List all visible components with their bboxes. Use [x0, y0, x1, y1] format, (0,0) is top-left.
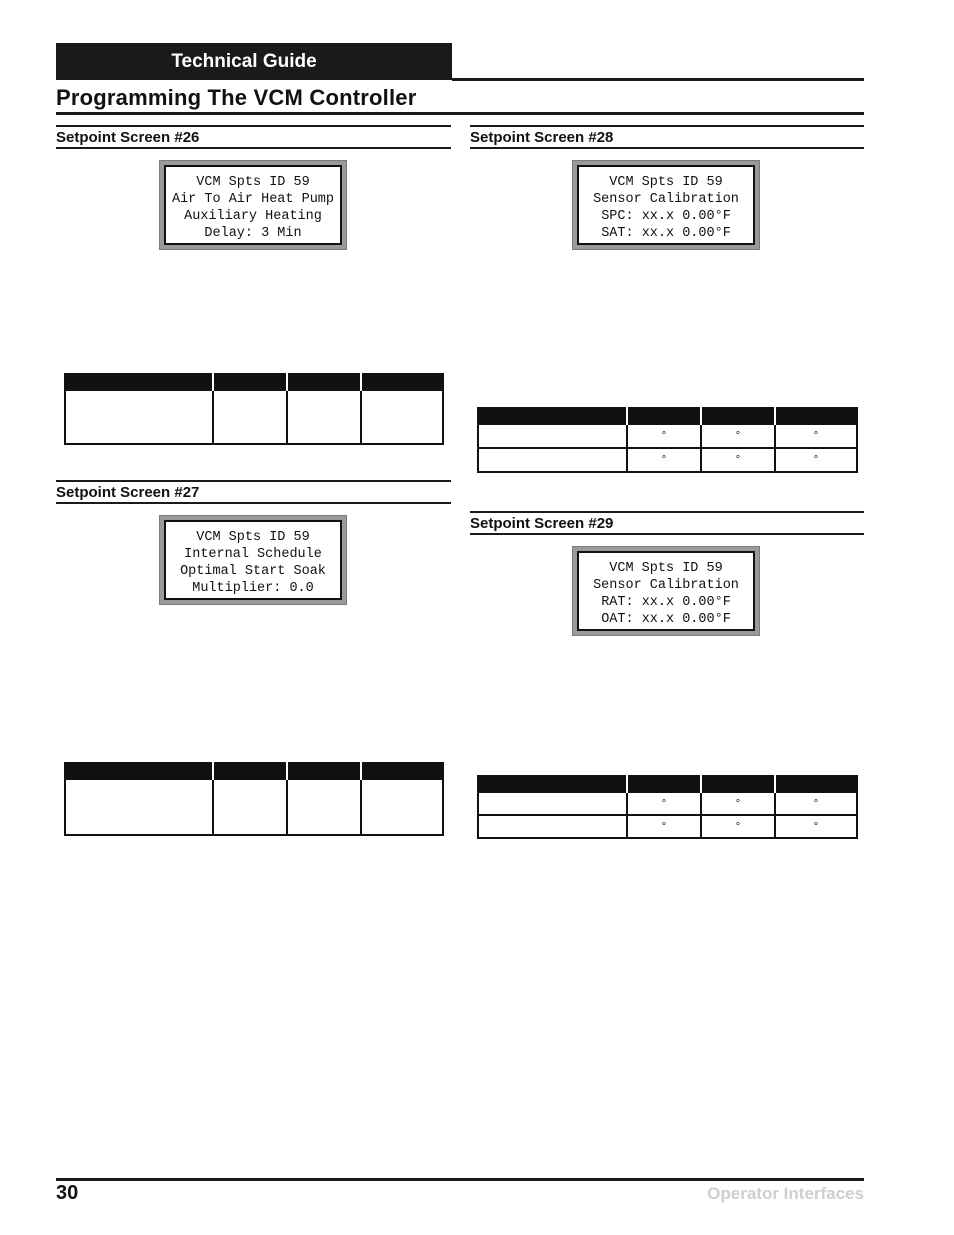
lcd-line: Air To Air Heat Pump — [171, 192, 335, 207]
lcd-line: VCM Spts ID 59 — [196, 175, 310, 190]
table-row — [65, 390, 443, 444]
lcd-display-26 — [159, 160, 347, 250]
lcd-screen-26 — [164, 165, 342, 245]
table-header-row — [478, 408, 857, 424]
table-header-row — [65, 763, 443, 779]
page-title: Programming The VCM Controller — [56, 85, 417, 110]
header-tab-label: Technical Guide — [171, 50, 317, 72]
header-rule — [452, 78, 864, 81]
table-cell — [478, 448, 627, 472]
table-cell: ° — [775, 448, 857, 472]
table-row — [478, 424, 857, 448]
table-cell: ° — [627, 792, 701, 815]
section-heading-27: Setpoint Screen #27 — [56, 480, 451, 504]
table-27 — [64, 762, 444, 836]
table-cell: ° — [627, 424, 701, 448]
table-cell: ° — [701, 424, 775, 448]
lcd-display-29 — [572, 546, 760, 636]
table-cell — [478, 792, 627, 815]
table-28 — [477, 407, 858, 473]
table-row — [65, 779, 443, 835]
footer-rule — [56, 1178, 864, 1181]
table-cell: ° — [775, 792, 857, 815]
table-cell: ° — [701, 448, 775, 472]
table-cell: ° — [775, 424, 857, 448]
table-row — [478, 448, 857, 472]
section-heading-26: Setpoint Screen #26 — [56, 125, 451, 149]
lcd-line: Internal Schedule — [184, 547, 322, 562]
table-cell: ° — [775, 815, 857, 838]
table-cell: ° — [627, 815, 701, 838]
table-row — [478, 792, 857, 815]
section-heading-28: Setpoint Screen #28 — [470, 125, 864, 149]
table-cell — [478, 815, 627, 838]
lcd-line: SPC: xx.x 0.00°F — [601, 209, 731, 224]
title-rule — [56, 112, 864, 115]
page-number: 30 — [56, 1182, 79, 1204]
table-29 — [477, 775, 858, 839]
lcd-screen-28 — [577, 165, 755, 245]
footer-section-name: Operator Interfaces — [707, 1184, 864, 1203]
table-cell: ° — [627, 448, 701, 472]
lcd-display-27 — [159, 515, 347, 605]
lcd-line: Sensor Calibration — [593, 192, 739, 207]
header-tab — [56, 43, 452, 80]
lcd-display-28 — [572, 160, 760, 250]
lcd-line: VCM Spts ID 59 — [196, 530, 310, 545]
lcd-line: Auxiliary Heating — [184, 209, 322, 224]
lcd-line: Sensor Calibration — [593, 578, 739, 593]
lcd-line: Multiplier: 0.0 — [192, 581, 314, 596]
lcd-screen-27 — [164, 520, 342, 600]
lcd-line: SAT: xx.x 0.00°F — [601, 226, 731, 241]
table-cell — [478, 424, 627, 448]
table-row — [478, 815, 857, 838]
table-26 — [64, 373, 444, 445]
lcd-screen-29 — [577, 551, 755, 631]
section-heading-29: Setpoint Screen #29 — [470, 511, 864, 535]
table-header-row — [478, 776, 857, 792]
lcd-line: Delay: 3 Min — [204, 226, 302, 241]
lcd-line: OAT: xx.x 0.00°F — [601, 612, 731, 627]
lcd-line: Optimal Start Soak — [180, 564, 326, 579]
table-cell: ° — [701, 792, 775, 815]
lcd-line: VCM Spts ID 59 — [609, 175, 723, 190]
lcd-line: RAT: xx.x 0.00°F — [601, 595, 731, 610]
lcd-line: VCM Spts ID 59 — [609, 561, 723, 576]
table-header-row — [65, 374, 443, 390]
table-cell: ° — [701, 815, 775, 838]
